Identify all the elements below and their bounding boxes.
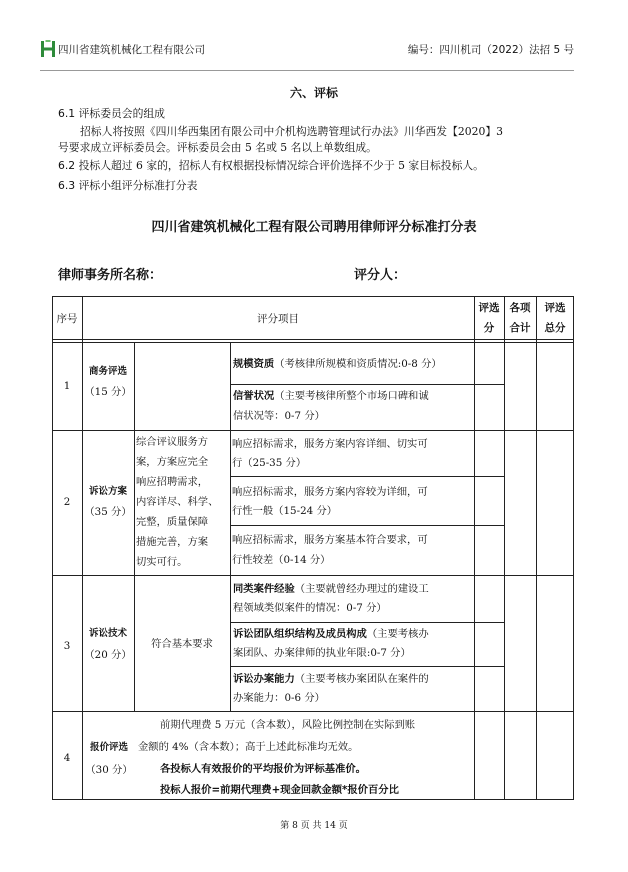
col-header-sub-b: 合计	[509, 322, 531, 334]
item-6-1-body-line1: 招标人将按照《四川华西集团有限公司中介机构选聘管理试行办法》川华西发【2020】3	[80, 125, 504, 138]
row3-no: 3	[63, 640, 71, 652]
row4-line-4: 投标人报价=前期代理费+现金回款金额*报价百分比	[160, 784, 399, 796]
firm-name-label: 律师事务所名称：	[58, 268, 163, 283]
row2-category: 诉讼方案	[88, 486, 127, 497]
row2-criterion-1: 响应招标需求，服务方案内容详细、切实可	[232, 438, 428, 450]
company-logo-icon	[40, 40, 56, 58]
row2-criterion-3: 响应招标需求，服务方案基本符合要求，可	[232, 534, 428, 546]
col-header-no: 序号	[56, 313, 78, 325]
item-6-1: 6.1 评标委员会的组成	[58, 107, 165, 120]
header-company-name: 四川省建筑机械化工程有限公司	[58, 44, 205, 56]
table-title: 四川省建筑机械化工程有限公司聘用律师评分标准打分表	[151, 220, 477, 235]
page-header	[40, 38, 580, 64]
col-header-total-a: 评选	[544, 302, 566, 314]
col-header-sub-a: 各项	[509, 302, 531, 314]
scorer-label: 评分人：	[354, 268, 407, 283]
row4-line-2: 金额的 4%（含本数）；高于上述此标准均无效。	[138, 741, 359, 753]
row3-criterion-2-line2: 案团队、办案律师的执业年限:0-7 分）	[233, 647, 411, 659]
item-6-2: 6.2 投标人超过 6 家的，招标人有权根据投标情况综合评价选择不少于 5 家目标投标人。	[58, 159, 484, 172]
row2-desc-4: 内容详尽、科学、	[136, 496, 219, 508]
row3-criterion-3: 诉讼办案能力（主要考核办案团队在案件的	[233, 673, 429, 685]
row2-desc-5: 完整，质量保障	[136, 516, 209, 528]
item-6-1-body-line2: 号要求成立评标委员会。评标委员会由 5 名或 5 名以上单数组成。	[58, 141, 377, 154]
row2-criterion-2: 响应招标需求，服务方案内容较为详细，可	[232, 486, 428, 498]
row1-points: （15 分）	[84, 386, 132, 398]
col-header-items: 评分项目	[257, 313, 299, 325]
row2-desc-1: 综合评议服务方	[136, 436, 209, 448]
row1-criterion-1: 规模资质（考核律所规模和资质情况:0-8 分）	[233, 358, 442, 370]
row3-points: （20 分）	[84, 649, 132, 661]
row2-points: （35 分）	[84, 506, 132, 518]
scoring-table	[52, 296, 574, 800]
row2-desc-6: 措施完善，方案	[136, 536, 209, 548]
col-header-total-b: 总分	[544, 322, 566, 334]
item-6-3: 6.3 评标小组评分标准打分表	[58, 179, 198, 192]
col-header-score-a: 评选	[478, 302, 500, 314]
row1-criterion-2: 信誉状况（主要考核律所整个市场口碑和诚	[233, 390, 429, 402]
header-divider	[40, 70, 574, 71]
row1-criterion-2-line2: 信状况等：0-7 分）	[233, 410, 325, 422]
row2-no: 2	[63, 496, 71, 508]
row3-category: 诉讼技术	[88, 628, 127, 639]
row2-criterion-3-line2: 行性较差（0-14 分）	[232, 554, 331, 566]
row3-criterion-1: 同类案件经验（主要就曾经办理过的建设工	[233, 583, 429, 595]
row4-line-1: 前期代理费 5 万元（含本数），风险比例控制在实际到账	[160, 719, 416, 731]
page-footer: 第 8 页 共 14 页	[280, 821, 348, 831]
row3-criterion-2: 诉讼团队组织结构及成员构成（主要考核办	[233, 628, 429, 640]
row2-criterion-1-line2: 行（25-35 分）	[232, 457, 307, 469]
row2-desc-3: 响应招聘需求，	[136, 476, 209, 488]
row4-line-3: 各投标人有效报价的平均报价为评标基准价。	[160, 763, 366, 775]
row4-points: （30 分）	[85, 764, 133, 776]
row3-criterion-3-line2: 办案能力：0-6 分）	[233, 692, 325, 704]
row2-desc-7: 切实可行。	[136, 556, 188, 568]
row3-criterion-1-line2: 程领域类似案件的情况：0-7 分）	[233, 602, 387, 614]
header-doc-number: 编号：四川机司（2022）法招 5 号	[407, 44, 574, 56]
row2-desc-2: 案，方案应完全	[136, 456, 209, 468]
row2-criterion-2-line2: 行性一般（15-24 分）	[232, 505, 338, 517]
row1-category: 商务评选	[88, 366, 127, 377]
col-header-score-b: 分	[483, 322, 495, 334]
section-title: 六、评标	[289, 86, 338, 100]
row4-no: 4	[63, 752, 71, 764]
row1-no: 1	[63, 380, 71, 392]
row3-desc: 符合基本要求	[151, 638, 213, 650]
row4-category: 报价评选	[89, 742, 128, 753]
